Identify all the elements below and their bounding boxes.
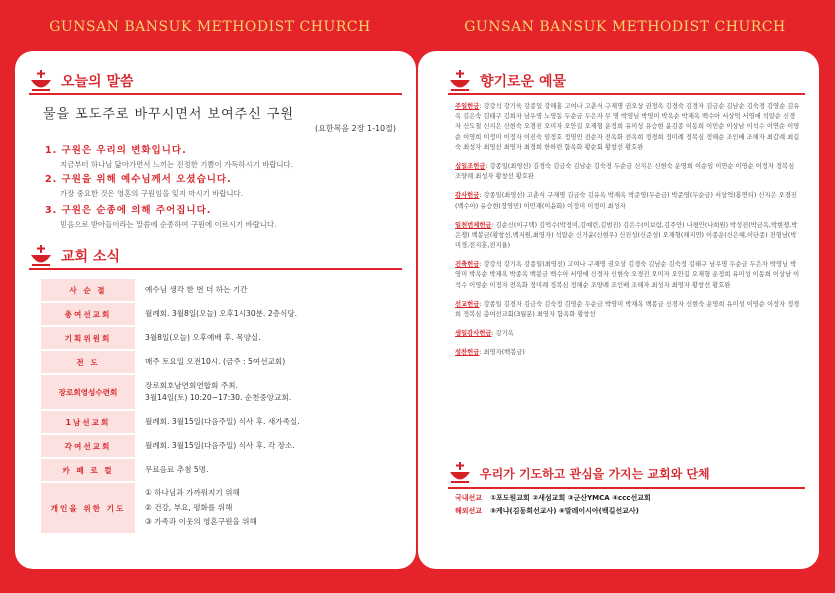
prayer-row: [455, 493, 651, 503]
news-row: [41, 375, 401, 409]
sermon-section-header: [29, 69, 134, 93]
news-row: [41, 351, 401, 373]
prayer-section-header: [448, 461, 710, 485]
news-value: 3월8일(오늘) 오후예배 후. 목양실.: [145, 333, 261, 343]
news-value: 월례회. 3월15일(다음주일) 식사 후. 새가족실.: [145, 417, 300, 427]
news-divider: [29, 268, 402, 270]
church-bowl-icon: [29, 244, 53, 268]
news-row: [41, 483, 401, 533]
prayer-list: [455, 493, 651, 519]
offerings-list: [455, 102, 800, 368]
prayer-row: [455, 506, 651, 516]
news-label: 카 페 로 컬: [41, 459, 135, 481]
offering-names: 최영자(백봉금): [483, 349, 525, 357]
sermon-reference: (요한복음 2장 1-10절): [315, 124, 396, 133]
sermon-point-2: [45, 171, 395, 199]
offering-names: 강강석 강기욱 강종일 강해홍 고여나 고춘식 구재명 권오상 권정옥 김경숙 김경자 김금순 김남순 김숙경 김영순 김유옥 김은숙 김태구 김희자 남우명 노영동 두순금 두은자 무 명 박영님 박영미 박옥순 박재옥 백수아 서상억 서영애 석말순 신경자 신도철 신지은 신현숙 오경진 오미자 오안길 오재형 운정희 유미성 유승현 윤김종 이동희 이민순 이상남 이석수 이연순 이영순 이영희 이정미 이정자 이진숙 임정호 정영민 전순자 전옥화 전옥희 정경희 정미례 정복심 정해순 조인배 조해자 최갑례 최길숙 최성자 최영선 최영자 최경희 한하련 함옥화 황순회 황창선 황호완: [455, 103, 800, 151]
offering-label: 생일감사헌금: [455, 330, 492, 338]
right-page: [418, 51, 819, 569]
offering-names: 강강석 강기옥 강종일(최영선) 고여나 구재명 권오상 김경숙 김남순 김숙정 김태구 남우명 두순금 두은자 박영님 박영미 박옥순 박재옥 박종옥 백봉금 백수아 서영애 신경자 신현숙 오경진 오미자 오안길 오재형 운정희 유미성 이동희 이상남 이석수 이영순 이정자 전옥화 정미례 정복심 정해순 조양례 조인배 조해자 최성자 최영자 황창선 황호완: [455, 261, 800, 289]
offering-group: 건축헌금: 강강석 강기옥 강종일(최영선) 고여나 구재명 권오상 김경숙 김남순 김숙정 김태구 남우명 두순금 두은자 박영님 박영미 박옥순 박재옥 박종옥 백봉금 백수아 서영애 신경자 신현숙 오경진 오미자 오안길 오재형 운정희 유미성 이동희 이상남 이석수 이영순 이정자 전옥화 정미례 정복심 정해순 조양례 조인배 조해자 최성자 최영자 황창선 황호완: [455, 261, 800, 289]
prayer-items: ⑤케냐(김동희선교사) ⑥말레이시아(백길선교사): [490, 507, 639, 515]
sermon-point-3: [45, 202, 395, 230]
news-label: 사 순 절: [41, 279, 135, 301]
sermon-point-body: 가장 중요한 것은 영혼의 구원임을 잊지 마시기 바랍니다.: [60, 189, 244, 198]
church-name-right: GUNSAN BANSUK METHODIST CHURCH: [464, 19, 786, 35]
sermon-point-1: [45, 142, 395, 170]
news-value: 매주 토요일 오전10시. (금주 : 5여선교회): [145, 357, 286, 367]
offering-label: 성찬헌금: [455, 349, 480, 357]
offering-label: 주일헌금: [455, 103, 480, 110]
news-value: 장로회호남연회연합회 주최. 3월14일(토) 10:20~17:30. 순천중앙교회.: [145, 381, 292, 402]
news-value: 월례회. 3월8일(오늘) 오후1시30분. 2층식당.: [145, 309, 298, 319]
sermon-point-title: 3. 구원은 순종에 의해 주어집니다.: [45, 205, 212, 216]
left-page: [15, 51, 416, 569]
offering-label: 감사헌금: [455, 192, 480, 200]
news-label: 1남선교회: [41, 411, 135, 433]
news-row: [41, 279, 401, 301]
offering-names: 강종일(최영선) 김경숙 김금숙 김남순 김숙정 두순금 신지은 신현숙 운영희 이순임 이연순 이영순 이정자 정복심 조양례 최성자 황창선 황호완: [455, 162, 795, 181]
sermon-point-body: 지금부터 하나님 닮아가면서 느끼는 진정한 기쁨이 가득하시기 바랍니다.: [60, 160, 293, 169]
church-bowl-icon: [448, 461, 472, 485]
news-label: 장로회영성수련회: [41, 375, 135, 409]
church-bowl-icon: [448, 69, 472, 93]
news-row: [41, 303, 401, 325]
offering-label: 일천번제헌금: [455, 221, 492, 229]
offering-group: 일천번제헌금: 김순신(이구택) 김억수(박정미,김예린,김범진) 김은수(이보람,김주안) 나평안(나희원) 박성진(박금옥,박현쟁,박은쟁) 백봉금(황창선,백지원,최영자) 석말순 신가윤(신현우) 신진성(신준성) 오재형(채지연) 이종운(신은혜,이단종) 전형남(박미경,전지훈,전지율): [455, 221, 798, 250]
prayer-section-title: 우리가 기도하고 관심을 가지는 교회와 단체: [480, 466, 710, 481]
news-row: [41, 411, 401, 433]
sermon-point-title: 1. 구원은 우리의 변화입니다.: [45, 145, 187, 156]
news-section-title: 교회 소식: [61, 249, 120, 265]
prayer-label: 해외선교: [455, 507, 483, 515]
offering-group: 성찬헌금: 최영자(백봉금): [455, 349, 525, 357]
sermon-point-body: 믿음으로 받아들이라는 말씀에 순종하여 구원에 이르시기 바랍니다.: [60, 220, 277, 229]
sermon-divider: [29, 93, 402, 95]
news-label: 기획위원회: [41, 327, 135, 349]
news-row: [41, 459, 401, 481]
sermon-title: 물을 포도주로 바꾸시면서 보여주신 구원: [43, 107, 295, 122]
prayer-items: ①포도원교회 ②새섬교회 ③군산YMCA ④ccc선교회: [490, 494, 651, 502]
offerings-section-header: [448, 69, 566, 93]
news-value: 월례회. 3월15일(다음주일) 식사 후. 각 장소.: [145, 441, 295, 451]
news-value: 예수님 생각 한 번 더 하는 기간: [145, 285, 248, 295]
news-label: 개인을 위한 기도: [41, 483, 135, 533]
offering-names: 김순신(이구택) 김억수(박정미,김예린,김범진) 김은수(이보람,김주안) 나평안(나희원) 박성진(박금옥,박현쟁,박은쟁) 백봉금(황창선,백지원,최영자) 석말순 신가윤(신현우) 신진성(신준성) 오재형(채지연) 이종운(신은혜,이단종) 전형남(박미경,전지훈,전지율): [455, 221, 798, 250]
offering-names: 강기옥: [495, 330, 514, 338]
church-name-left: GUNSAN BANSUK METHODIST CHURCH: [49, 19, 371, 35]
news-label: 총여선교회: [41, 303, 135, 325]
news-row: [41, 435, 401, 457]
prayer-label: 국내선교: [455, 494, 483, 502]
news-label: 전 도: [41, 351, 135, 373]
sermon-point-title: 2. 구원을 위해 예수님께서 오셨습니다.: [45, 174, 232, 185]
news-section-header: [29, 244, 120, 268]
news-table: [41, 279, 401, 535]
news-label: 각여선교회: [41, 435, 135, 457]
sermon-section-title: 오늘의 말씀: [61, 74, 134, 90]
offering-label: 건축헌금: [455, 261, 480, 269]
offering-group: 주일헌금: 강강석 강기욱 강종일 강해홍 고여나 고춘식 구재명 권오상 권정옥 김경숙 김경자 김금순 김남순 김숙경 김영순 김유옥 김은숙 김태구 김희자 남우명 노영동 두순금 두은자 무 명 박영님 박영미 박옥순 박재옥 백수아 서상억 서영애 석말순 신경자 신도철 신지은 신현숙 오경진 오미자 오안길 오재형 운정희 유미성 유승현 윤김종 이동희 이민순 이상남 이석수 이연순 이영순 이영희 이정미 이정자 이진숙 임정호 정영민 전순자 전옥화 전옥희 정경희 정미례 정복심 정해순 조인배 조해자 최갑례 최길숙 최성자 최영선 최영자 최경희 한하련 함옥화 황순회 황창선 황호완: [455, 103, 800, 151]
offering-label: 십일조헌금: [455, 162, 486, 170]
offering-group: 십일조헌금: 강종일(최영선) 김경숙 김금숙 김남순 김숙정 두순금 신지은 신현숙 운영희 이순임 이연순 이영순 이정자 정복심 조양례 최성자 황창선 황호완: [455, 162, 795, 181]
offerings-section-title: 향기로운 예물: [480, 74, 567, 90]
offering-label: 선교헌금: [455, 300, 480, 308]
offering-group: 선교헌금: 강종일 김경자 김금숙 김숙정 김영순 두순금 박영미 박재옥 백봉금 신경자 신현숙 운영희 유미성 이영순 이정자 정경희 정복심 총여선교회(3월분) 최영자 함옥화 황창선: [455, 300, 800, 318]
offering-names: 강종일 김경자 김금숙 김숙정 김영순 두순금 박영미 박재옥 백봉금 신경자 신현숙 운영희 유미성 이영순 이정자 정경희 정복심 총여선교회(3월분) 최영자 함옥화 황창선: [455, 300, 800, 318]
offering-group: 감사헌금: 강종일(최영선) 고춘식 구재명 김금숙 김유옥 박재옥 박준영(두순금) 박준영(두순금) 서상억(홍연티) 신지은 오경진(백수아) 유승현(정영민) 이민재(이윤화) 이정미 이정미 최성자: [455, 192, 797, 210]
news-value: 무료음료 추첨 5명.: [145, 465, 209, 475]
church-bowl-icon: [29, 69, 53, 93]
offering-group: 생일감사헌금: 강기옥: [455, 330, 514, 338]
news-row: [41, 327, 401, 349]
offerings-divider: [448, 93, 805, 95]
news-value: ① 하나님과 가까워지기 위해 ② 건강, 부요, 평화를 위해 ③ 가족과 이웃의 영혼구원을 위해: [145, 488, 257, 527]
offering-names: 강종일(최영선) 고춘식 구재명 김금숙 김유옥 박재옥 박준영(두순금) 박준영(두순금) 서상억(홍연티) 신지은 오경진(백수아) 유승현(정영민) 이민재(이윤화) 이정미 이정미 최성자: [455, 192, 797, 210]
prayer-divider: [448, 487, 805, 489]
